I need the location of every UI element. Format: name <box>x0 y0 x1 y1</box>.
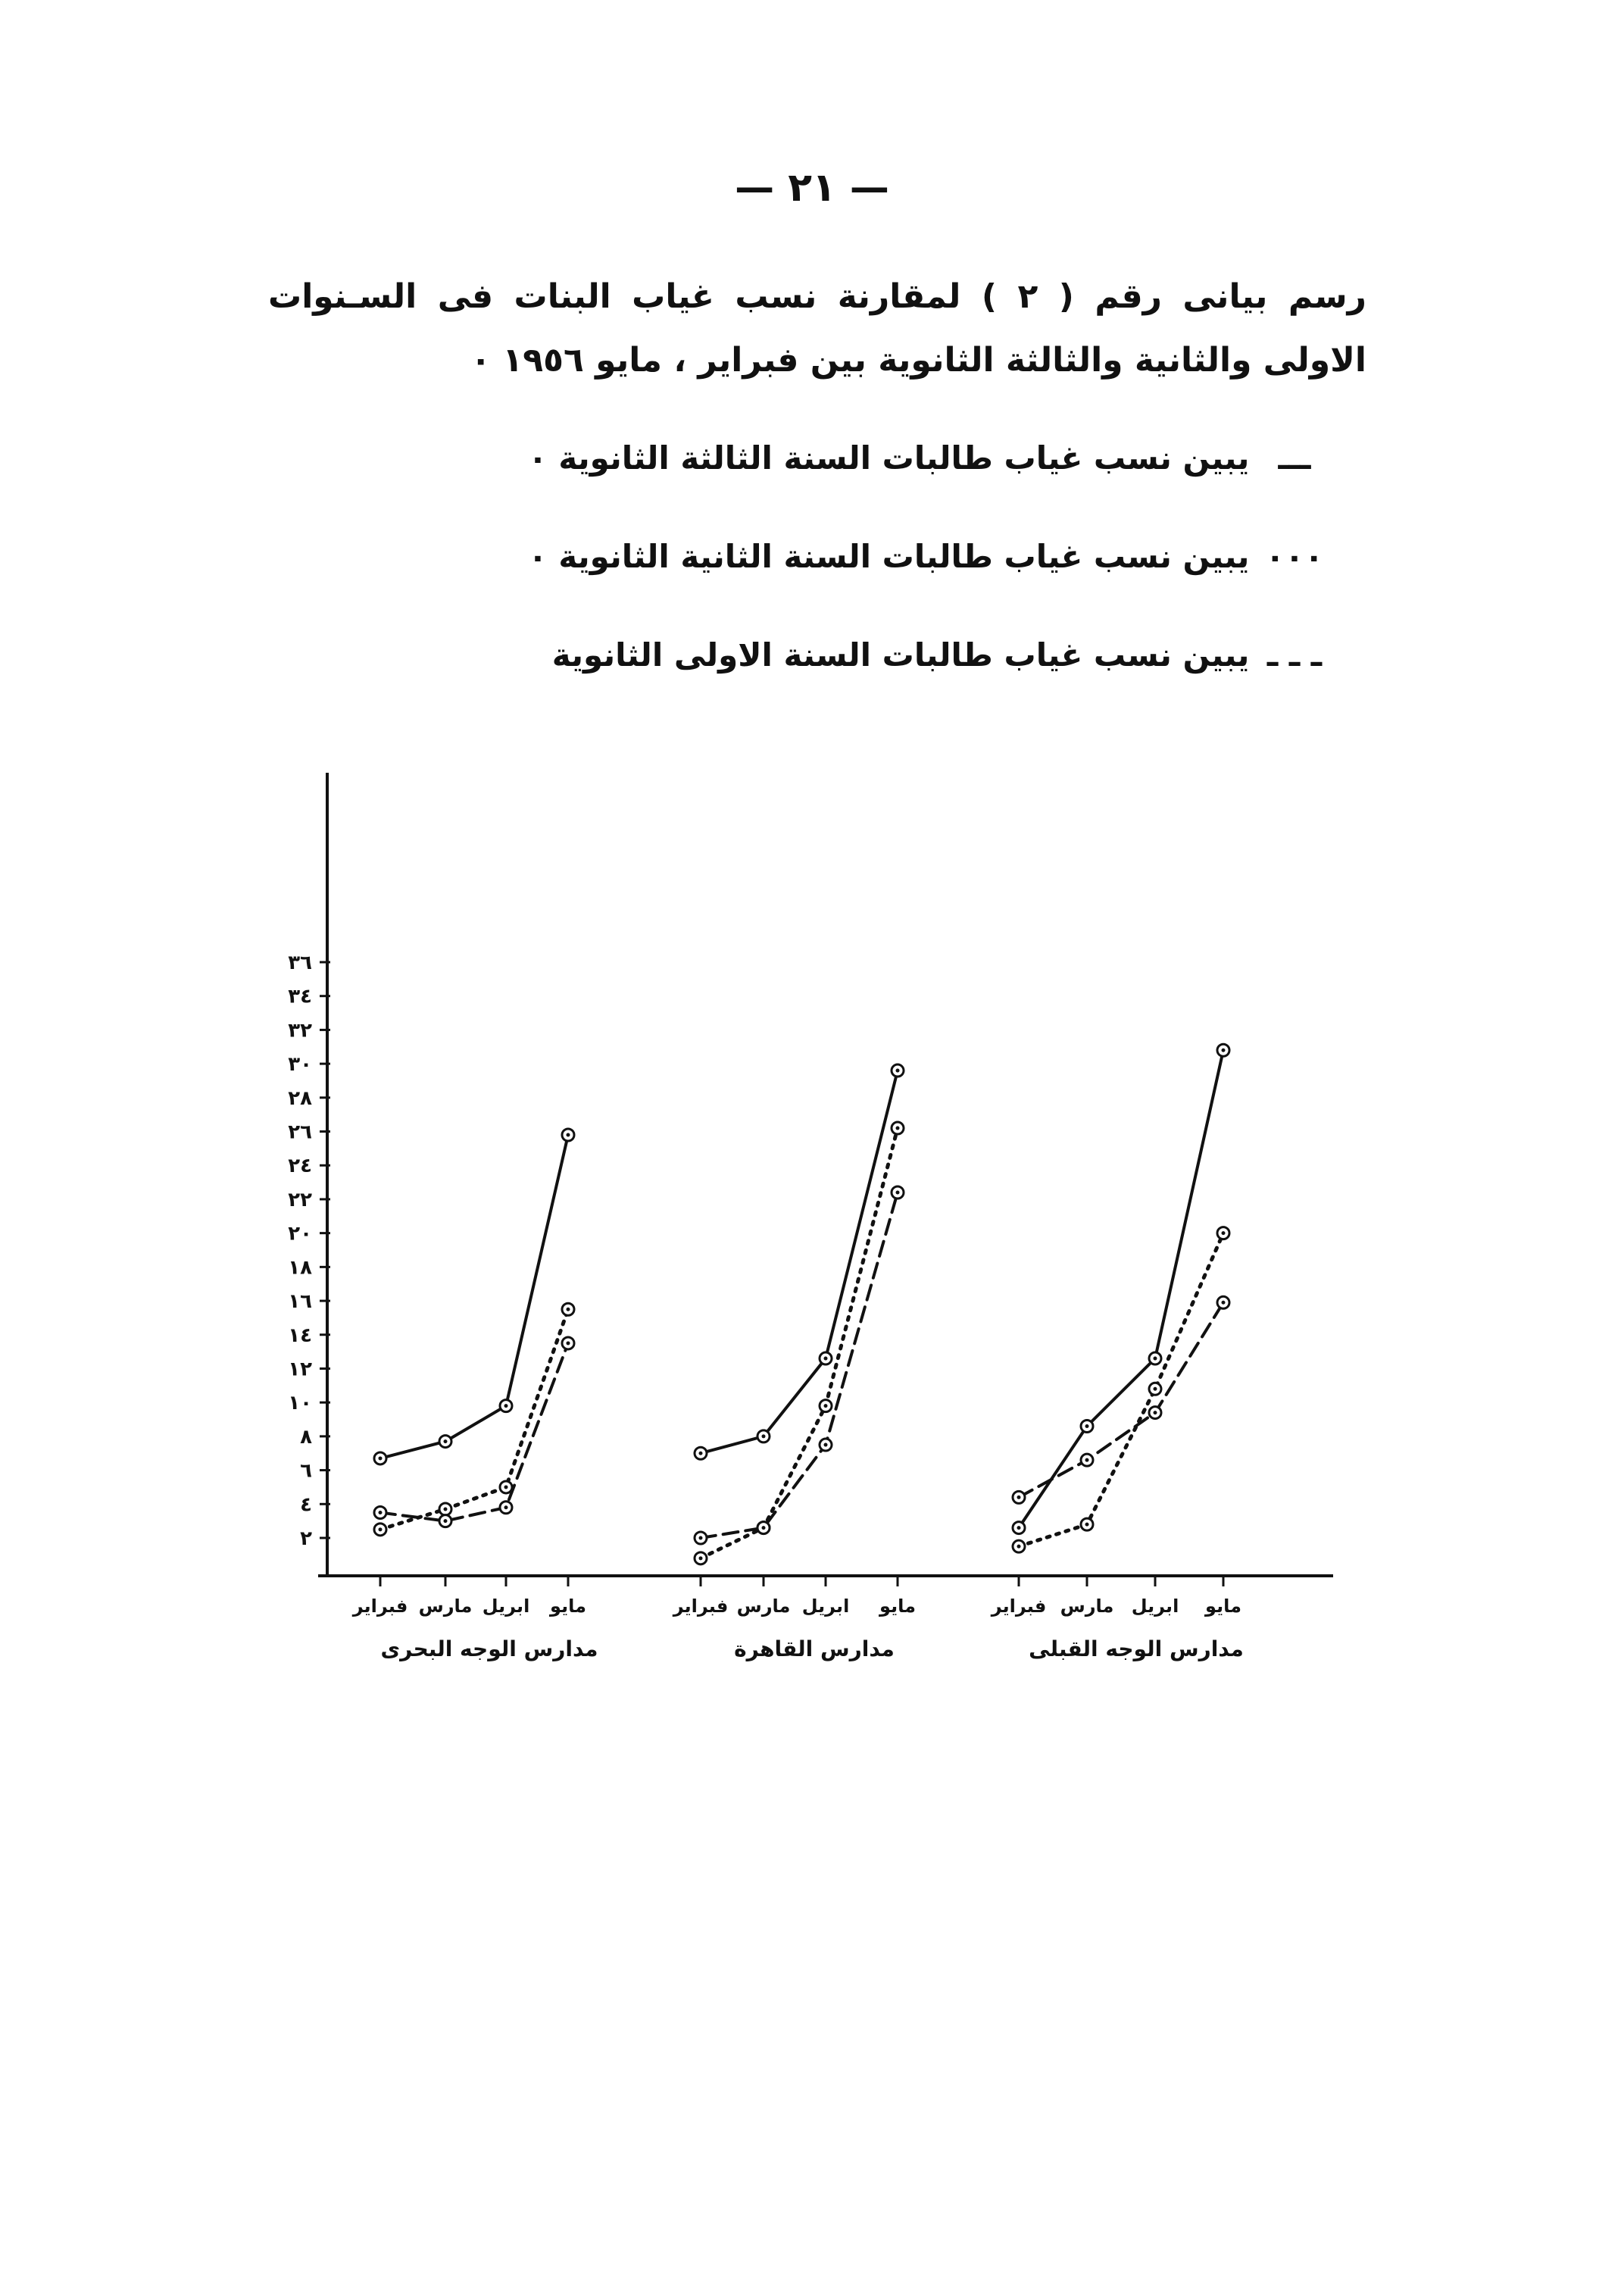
x-tick-label: ابريل <box>801 1596 850 1617</box>
data-point-center <box>504 1505 508 1509</box>
y-tick-label: ٢ <box>300 1527 312 1550</box>
x-tick-label: ابريل <box>482 1596 530 1617</box>
data-point-center <box>699 1452 703 1455</box>
y-tick-label: ٤ <box>300 1493 312 1517</box>
page-number: — ٢١ — <box>735 165 889 211</box>
chart-groups <box>352 1044 1244 1661</box>
data-point-center <box>444 1519 448 1523</box>
y-tick-label: ٣٢ <box>288 1019 312 1042</box>
data-point-center <box>1017 1496 1021 1499</box>
data-point-center <box>824 1404 828 1408</box>
y-tick-label: ٢٢ <box>288 1188 312 1211</box>
y-tick-label: ١٨ <box>288 1256 312 1280</box>
x-tick-label: مارس <box>736 1596 791 1617</box>
x-tick-label: مايو <box>879 1596 916 1617</box>
y-tick-label: ١٠ <box>288 1392 312 1415</box>
data-point-center <box>1085 1424 1089 1428</box>
chart-group <box>673 1064 916 1661</box>
x-tick-label: مايو <box>550 1596 586 1617</box>
data-point-center <box>567 1341 570 1345</box>
y-tick-label: ٦ <box>300 1459 312 1483</box>
data-point-center <box>699 1556 703 1560</box>
series-line-solid <box>701 1070 898 1453</box>
data-point-center <box>504 1485 508 1489</box>
y-tick-label: ٣٤ <box>288 985 312 1008</box>
series-line-dashed <box>1019 1302 1223 1497</box>
data-point-center <box>896 1069 900 1073</box>
y-tick-label: ٣٦ <box>288 952 312 974</box>
data-point-center <box>896 1127 900 1130</box>
data-point-center <box>896 1191 900 1195</box>
data-point-center <box>1154 1411 1157 1414</box>
data-point-center <box>824 1443 828 1447</box>
x-tick-label: فبراير <box>352 1596 408 1617</box>
y-tick-label: ٨ <box>300 1425 312 1449</box>
dashed-line-symbol: ـ ـ ـ <box>1266 636 1323 674</box>
data-point-center <box>379 1511 383 1514</box>
data-point-center <box>444 1508 448 1511</box>
legend-text: يبين نسب غياب طالبات السنة الثالثة الثانوية ٠ <box>528 439 1250 477</box>
chart-group <box>991 1044 1244 1661</box>
data-point-center <box>1222 1231 1226 1235</box>
x-tick-label: ابريل <box>1131 1596 1179 1617</box>
y-tick-group <box>288 952 330 1550</box>
data-point-center <box>1085 1523 1089 1527</box>
chart-caption: رسم بيانى رقم ( ٢ ) لمقارنة نسب غياب البنات فى السـنوات الاولى والثانية والثالثة الثانوية بين فبراير ، مايو ١٩٥٦ ٠ <box>268 277 1366 380</box>
series-line-solid <box>380 1135 568 1458</box>
data-point-center <box>1017 1545 1021 1549</box>
series-line-dotted <box>380 1309 568 1530</box>
x-tick-label: مايو <box>1205 1596 1241 1617</box>
data-point-center <box>1154 1357 1157 1361</box>
y-tick-label: ٢٦ <box>288 1120 312 1144</box>
data-point-center <box>824 1357 828 1361</box>
series-line-dotted <box>1019 1233 1223 1547</box>
data-point-center <box>1222 1049 1226 1052</box>
data-point-center <box>504 1404 508 1408</box>
data-point-center <box>567 1133 570 1137</box>
group-label: مدارس الوجه البحرى <box>380 1636 598 1661</box>
y-tick-label: ١٤ <box>288 1324 312 1347</box>
y-tick-label: ١٢ <box>288 1358 312 1381</box>
y-tick-label: ٢٨ <box>288 1086 312 1110</box>
legend-text: يبين نسب غياب طالبات السنة الثانية الثانوية ٠ <box>528 538 1250 575</box>
data-point-center <box>1154 1387 1157 1391</box>
chart-group <box>352 1129 598 1661</box>
x-tick-label: مارس <box>1060 1596 1114 1617</box>
y-tick-label: ٢٠ <box>288 1222 312 1246</box>
data-point-center <box>1222 1301 1226 1305</box>
data-point-center <box>379 1456 383 1460</box>
data-point-center <box>444 1439 448 1443</box>
y-tick-label: ٣٠ <box>288 1053 312 1077</box>
x-tick-label: فبراير <box>673 1596 729 1617</box>
data-point-center <box>699 1536 703 1540</box>
data-point-center <box>1085 1458 1089 1462</box>
group-label: مدارس الوجه القبلى <box>1029 1636 1244 1661</box>
group-label: مدارس القاهرة <box>734 1636 895 1661</box>
series-line-dashed <box>380 1343 568 1521</box>
y-tick-label: ٢٤ <box>288 1155 312 1178</box>
data-point-center <box>379 1527 383 1531</box>
data-point-center <box>567 1308 570 1311</box>
solid-line-symbol: ـــ <box>1278 439 1311 477</box>
x-tick-label: فبراير <box>991 1596 1047 1617</box>
y-tick-label: ١٦ <box>288 1290 312 1314</box>
x-tick-label: مارس <box>418 1596 473 1617</box>
data-point-center <box>1017 1526 1021 1530</box>
dotted-line-symbol: ٠٠٠ <box>1265 538 1324 575</box>
legend-text: يبين نسب غياب طالبات السنة الاولى الثانوية <box>551 636 1250 674</box>
data-point-center <box>762 1434 766 1438</box>
data-point-center <box>762 1526 766 1530</box>
